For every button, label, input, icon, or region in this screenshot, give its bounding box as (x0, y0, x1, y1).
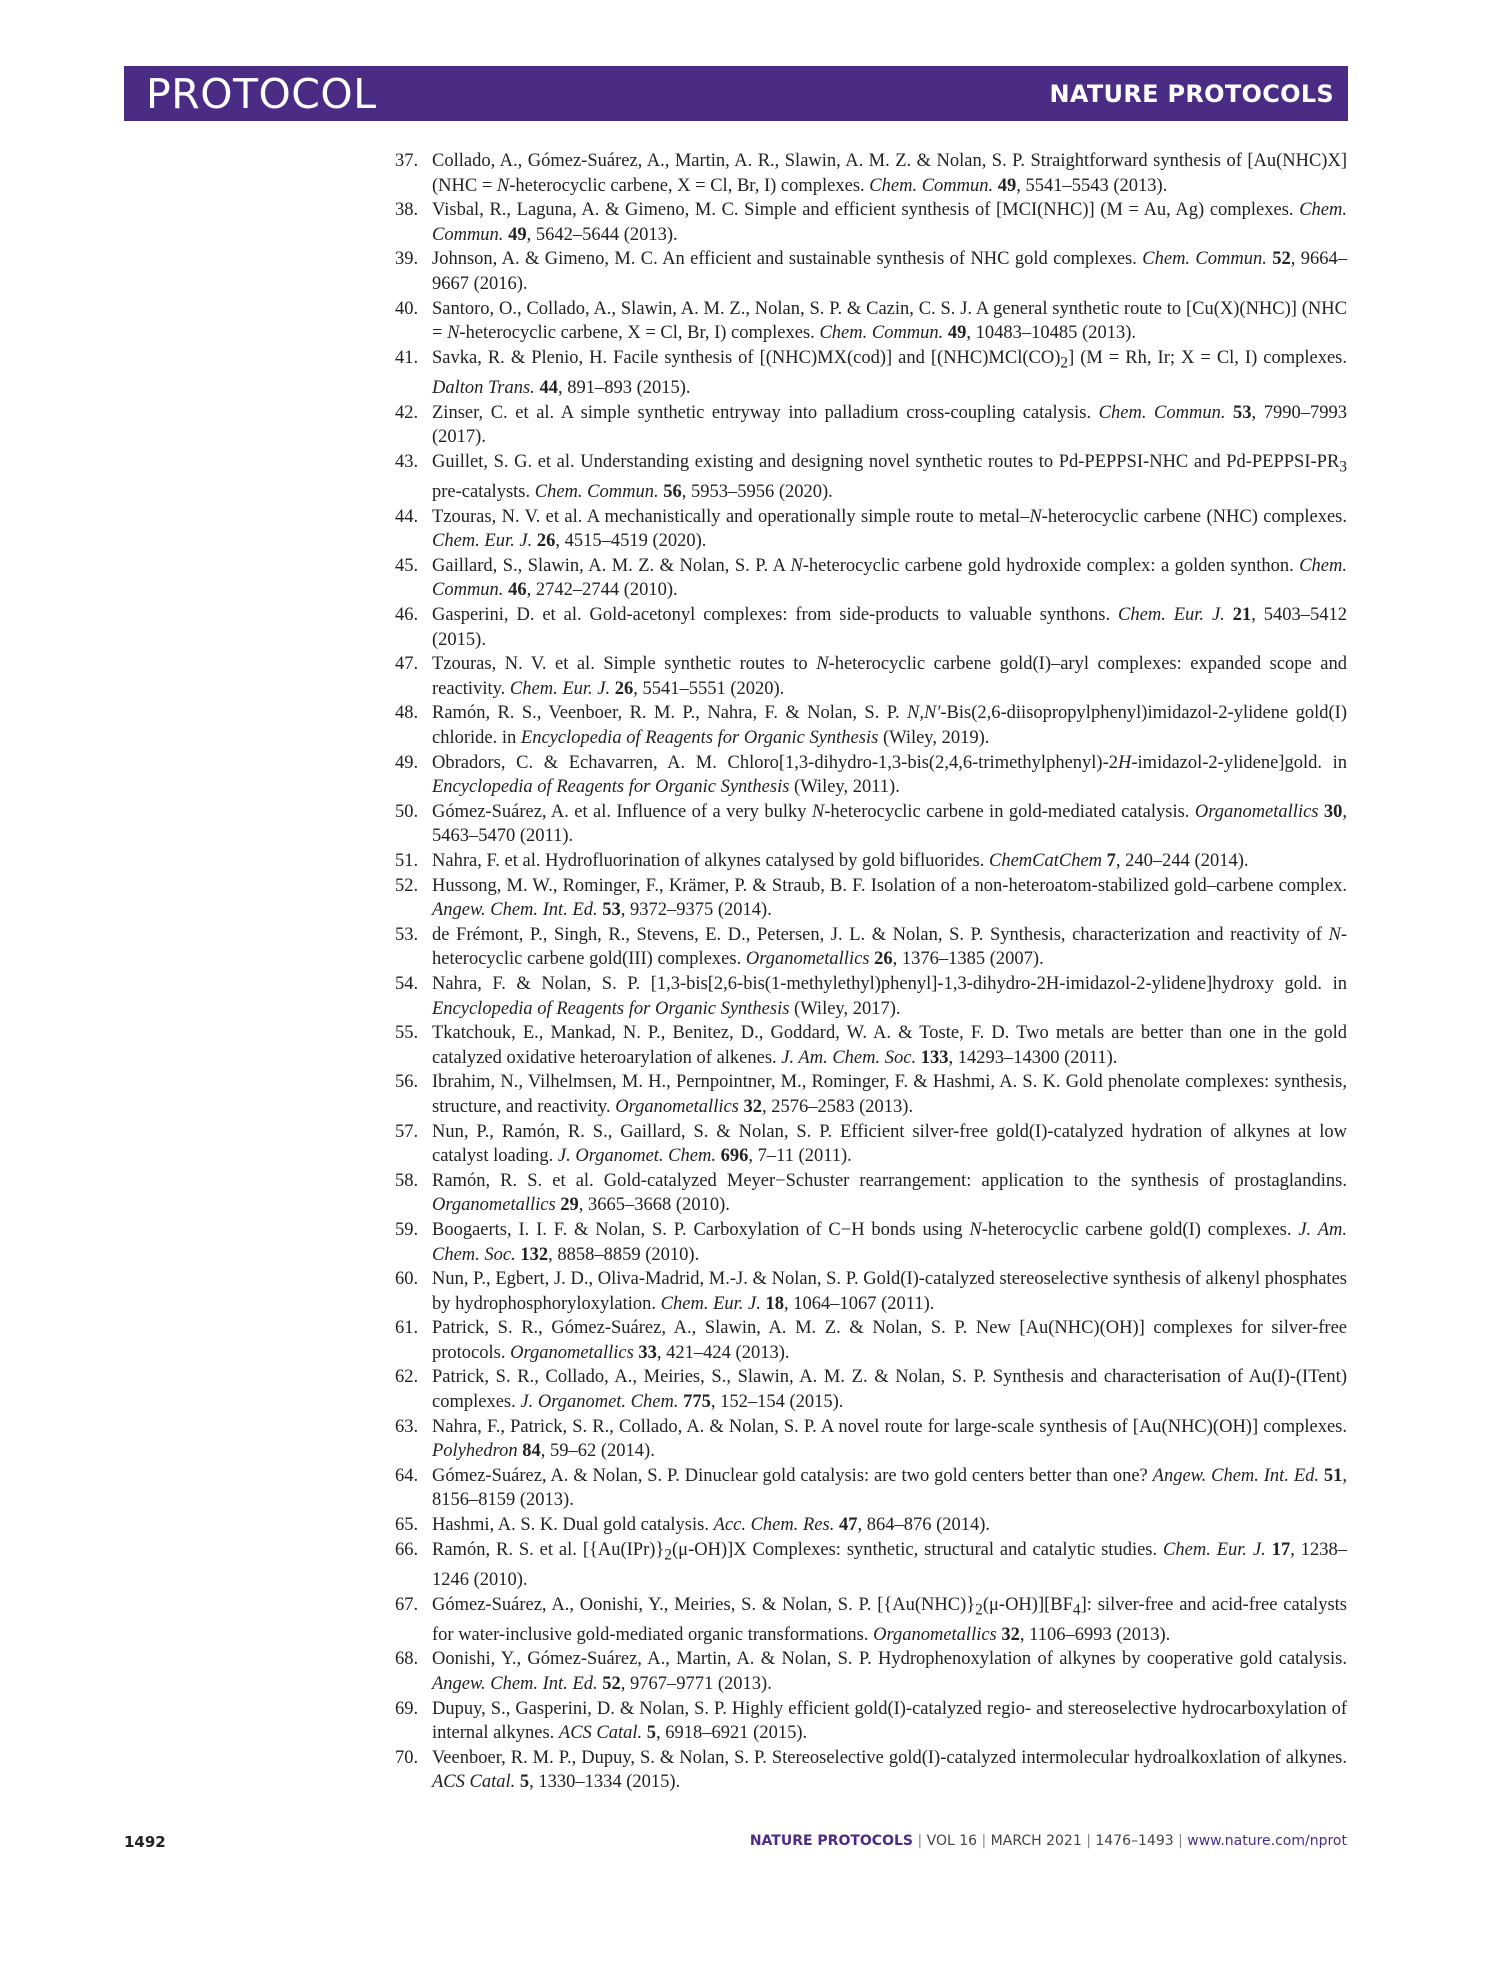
reference-item (395, 1021, 1347, 1070)
reference-number: 45. (395, 555, 419, 576)
reference-item (395, 346, 1347, 401)
reference-number: 54. (395, 973, 419, 994)
reference-item (395, 1267, 1347, 1316)
reference-item (395, 874, 1347, 923)
reference-number: 63. (395, 1416, 419, 1437)
reference-item (395, 1647, 1347, 1696)
reference-item (395, 1538, 1347, 1593)
reference-item (395, 701, 1347, 750)
reference-list (395, 149, 1347, 1795)
reference-text: Hussong, M. W., Rominger, F., Krämer, P. & Straub, B. F. Isolation of a non-heteroatom-stabilized gold–carbene complex. Angew. Chem. Int. Ed. 53, 9372–9375 (2014). (432, 875, 1347, 921)
reference-number: 69. (395, 1698, 419, 1719)
reference-number: 49. (395, 752, 419, 773)
reference-text: de Frémont, P., Singh, R., Stevens, E. D., Petersen, J. L. & Nolan, S. P. Synthesis, characterization and reactivity of N-heterocyclic carbene gold(III) complexes. Organometallics 26, 1376–1385 (2007). (432, 924, 1347, 970)
reference-item (395, 800, 1347, 849)
reference-item (395, 1593, 1347, 1648)
reference-number: 68. (395, 1649, 419, 1670)
reference-item (395, 1365, 1347, 1414)
reference-text: Guillet, S. G. et al. Understanding existing and designing novel synthetic routes to Pd-PEPPSI-NHC and $Pd-PEPPSI-PR_3$ pre-catalysts. Chem. Commun. 56, 5953–5956 (2020). (432, 451, 1347, 503)
reference-number: 67. (395, 1594, 419, 1615)
footer-separator: | (977, 1833, 991, 1849)
reference-number: 66. (395, 1539, 419, 1560)
reference-number: 37. (395, 151, 419, 171)
footer-separator: | (1081, 1833, 1096, 1849)
reference-item (395, 554, 1347, 603)
reference-item (395, 1169, 1347, 1218)
reference-text: Patrick, S. R., Gómez-Suárez, A., Slawin, A. M. Z. & Nolan, S. P. New [Au(NHC)(OH)] complexes for silver-free protocols. Organometallics 33, 421–424 (2013). (432, 1318, 1347, 1363)
reference-number: 60. (395, 1269, 419, 1290)
reference-item (395, 652, 1347, 701)
reference-item (395, 849, 1347, 874)
reference-text: Gómez-Suárez, A. & Nolan, S. P. Dinuclear gold catalysis: are two gold centers better than one? Angew. Chem. Int. Ed. 51, 8156–8159 (2013). (432, 1465, 1347, 1511)
reference-number: 65. (395, 1515, 419, 1536)
reference-number: 38. (395, 200, 419, 221)
footer-date: MARCH 2021 (990, 1833, 1082, 1849)
page-number: 1492 (124, 1833, 166, 1851)
reference-item (395, 450, 1347, 505)
reference-item (395, 1120, 1347, 1169)
reference-number: 40. (395, 298, 419, 319)
reference-text: Nun, P., Egbert, J. D., Oliva-Madrid, M.-J. & Nolan, S. P. Gold(I)-catalyzed stereoselective synthesis of alkenyl phosphates by hydrophosphoryloxylation. Chem. Eur. J. 18, 1064–1067 (2011). (432, 1269, 1347, 1314)
reference-number: 43. (395, 451, 419, 472)
reference-text: Ramón, R. S., Veenboer, R. M. P., Nahra, F. & Nolan, S. P. N,N′-Bis(2,6-diisopropylphenyl)imidazol-2-ylidene gold(I) chloride. in Encyclopedia of Reagents for Organic Synthesis (Wiley, 2019). (432, 703, 1347, 749)
reference-text: Nahra, F. et al. Hydrofluorination of alkynes catalysed by gold bifluorides. ChemCatChem 7, 240–244 (2014). (432, 851, 1249, 871)
reference-number: 55. (395, 1023, 419, 1044)
reference-number: 56. (395, 1072, 419, 1093)
reference-item (395, 1070, 1347, 1119)
header-bar (124, 66, 1348, 121)
reference-item (395, 923, 1347, 972)
reference-text: Veenboer, R. M. P., Dupuy, S. & Nolan, S. P. Stereoselective gold(I)-catalyzed intermolecular hydroalkoxlation of alkynes. ACS Catal. 5, 1330–1334 (2015). (432, 1747, 1347, 1793)
reference-number: 58. (395, 1170, 419, 1191)
reference-number: 53. (395, 924, 419, 945)
reference-item (395, 1697, 1347, 1746)
reference-number: 59. (395, 1219, 419, 1240)
reference-number: 52. (395, 875, 419, 896)
reference-item (395, 1513, 1347, 1538)
footer-journal: NATURE PROTOCOLS (749, 1833, 913, 1849)
reference-number: 39. (395, 249, 419, 270)
section-label: PROTOCOL (146, 70, 377, 118)
reference-text: Gasperini, D. et al. Gold-acetonyl complexes: from side-products to valuable synthons. Chem. Eur. J. 21, 5403–5412 (2015). (432, 605, 1348, 650)
reference-text: Gaillard, S., Slawin, A. M. Z. & Nolan, S. P. A N-heterocyclic carbene gold hydroxide complex: a golden synthon. Chem. Commun. 46, 2742–2744 (2010). (432, 555, 1347, 601)
reference-item (395, 1464, 1347, 1513)
reference-number: 44. (395, 506, 419, 527)
reference-item (395, 1415, 1347, 1464)
reference-item (395, 1218, 1347, 1267)
footer-pages: 1476–1493 (1095, 1833, 1174, 1849)
reference-text: Ramón, R. S. et al. Gold-catalyzed Meyer−Schuster rearrangement: application to the synthesis of prostaglandins. Organometallics 29, 3665–3668 (2010). (432, 1170, 1347, 1216)
reference-number: 70. (395, 1747, 419, 1768)
reference-text: Ramón, R. S. et al. $[\{Au(IPr)\}_2(\mu-OH)]X$ Complexes: synthetic, structural and catalytic studies. Chem. Eur. J. 17, 1238–1246 (2010). (432, 1539, 1348, 1590)
reference-text: Santoro, O., Collado, A., Slawin, A. M. Z., Nolan, S. P. & Cazin, C. S. J. A general synthetic route to [Cu(X)(NHC)] (NHC = N-heterocyclic carbene, X = Cl, Br, I) complexes. Chem. Commun. 49, 10483–10485 (2013). (432, 298, 1347, 344)
reference-text: Tzouras, N. V. et al. Simple synthetic routes to N-heterocyclic carbene gold(I)–aryl complexes: expanded scope and reactivity. Chem. Eur. J. 26, 5541–5551 (2020). (432, 654, 1347, 699)
reference-text: Nahra, F. & Nolan, S. P. [1,3-bis[2,6-bis(1-methylethyl)phenyl]-1,3-dihydro-2H-imidazol-2-ylidene]hydroxy gold. in Encyclopedia of Reagents for Organic Synthesis (Wiley, 2017). (432, 973, 1347, 1019)
reference-text: Patrick, S. R., Collado, A., Meiries, S., Slawin, A. M. Z. & Nolan, S. P. Synthesis and characterisation of Au(I)-(ITent) complexes. J. Organomet. Chem. 775, 152–154 (2015). (432, 1367, 1347, 1413)
reference-text: Hashmi, A. S. K. Dual gold catalysis. Acc. Chem. Res. 47, 864–876 (2014). (432, 1515, 991, 1536)
reference-text: Gómez-Suárez, A., Oonishi, Y., Meiries, S. & Nolan, S. P. $[\{Au(NHC)\}_2(\mu-OH)][BF_4]$: silver-free and acid-free catalysts for water-inclusive gold-mediated organic transformations. Organometallics 32, 1106–6993 (2013). (432, 1594, 1347, 1645)
reference-text: Visbal, R., Laguna, A. & Gimeno, M. C. Simple and efficient synthesis of [MCI(NHC)] (M = Au, Ag) complexes. Chem. Commun. 49, 5642–5644 (2013). (432, 200, 1347, 245)
footer-url-link[interactable]: www.nature.com/nprot (1187, 1833, 1347, 1849)
reference-text: Nahra, F., Patrick, S. R., Collado, A. & Nolan, S. P. A novel route for large-scale synthesis of [Au(NHC)(OH)] complexes. Polyhedron 84, 59–62 (2014). (432, 1416, 1347, 1462)
reference-text: Tkatchouk, E., Mankad, N. P., Benitez, D., Goddard, W. A. & Toste, F. D. Two metals are better than one in the gold catalyzed oxidative heteroarylation of alkenes. J. Am. Chem. Soc. 133, 14293–14300 (2011). (432, 1023, 1347, 1068)
footer-separator: | (913, 1833, 927, 1849)
reference-text: Nun, P., Ramón, R. S., Gaillard, S. & Nolan, S. P. Efficient silver-free gold(I)-catalyzed hydration of alkynes at low catalyst loading. J. Organomet. Chem. 696, 7–11 (2011). (432, 1121, 1347, 1167)
reference-number: 51. (395, 851, 419, 871)
reference-text: Dupuy, S., Gasperini, D. & Nolan, S. P. Highly efficient gold(I)-catalyzed regio- and stereoselective hydrocarboxylation of internal alkynes. ACS Catal. 5, 6918–6921 (2015). (432, 1698, 1347, 1744)
reference-text: Ibrahim, N., Vilhelmsen, M. H., Pernpointner, M., Rominger, F. & Hashmi, A. S. K. Gold phenolate complexes: synthesis, structure, and reactivity. Organometallics 32, 2576–2583 (2013). (432, 1072, 1347, 1117)
reference-number: 47. (395, 654, 419, 675)
reference-number: 46. (395, 605, 419, 626)
reference-item (395, 603, 1347, 652)
reference-item (395, 505, 1347, 554)
reference-text: Obradors, C. & Echavarren, A. M. Chloro[1,3-dihydro-1,3-bis(2,4,6-trimethylphenyl)-2H-imidazol-2-ylidene]gold. in Encyclopedia of Reagents for Organic Synthesis (Wiley, 2011). (432, 752, 1347, 798)
reference-text: Collado, A., Gómez-Suárez, A., Martin, A. R., Slawin, A. M. Z. & Nolan, S. P. Straightforward synthesis of [Au(NHC)X] (NHC = N-heterocyclic carbene, X = Cl, Br, I) complexes. Chem. Commun. 49, 5541–5543 (2013). (432, 151, 1347, 196)
reference-number: 41. (395, 347, 419, 368)
reference-number: 64. (395, 1465, 419, 1486)
reference-text: Savka, R. & Plenio, H. Facile synthesis of [(NHC)MX(cod)] and $[(NHC)MCl(CO)_2] (M = Rh$, Ir; X = Cl, I) complexes. Dalton Trans. 44, 891–893 (2015). (432, 347, 1347, 399)
reference-item (395, 297, 1347, 346)
reference-number: 42. (395, 402, 419, 423)
reference-text: Zinser, C. et al. A simple synthetic entryway into palladium cross-coupling catalysis. Chem. Commun. 53, 7990–7993 (2017). (432, 402, 1347, 448)
reference-text: Tzouras, N. V. et al. A mechanistically and operationally simple route to metal–N-heterocyclic carbene (NHC) complexes. Chem. Eur. J. 26, 4515–4519 (2020). (432, 506, 1348, 552)
reference-item (395, 972, 1347, 1021)
journal-label: NATURE PROTOCOLS (1049, 80, 1334, 108)
reference-number: 57. (395, 1121, 419, 1142)
footer-separator: | (1173, 1833, 1188, 1849)
reference-number: 62. (395, 1367, 419, 1388)
footer-volume: VOL 16 (926, 1833, 978, 1849)
reference-number: 48. (395, 703, 419, 724)
reference-text: Oonishi, Y., Gómez-Suárez, A., Martin, A. & Nolan, S. P. Hydrophenoxylation of alkynes by cooperative gold catalysis. Angew. Chem. Int. Ed. 52, 9767–9771 (2013). (432, 1649, 1347, 1694)
reference-item (395, 149, 1347, 198)
reference-item (395, 1316, 1347, 1365)
reference-item (395, 1746, 1347, 1795)
reference-text: Johnson, A. & Gimeno, M. C. An efficient and sustainable synthesis of NHC gold complexes. Chem. Commun. 52, 9664–9667 (2016). (432, 249, 1348, 294)
reference-number: 61. (395, 1318, 419, 1339)
reference-item (395, 198, 1347, 247)
reference-item (395, 751, 1347, 800)
reference-item (395, 401, 1347, 450)
reference-text: Boogaerts, I. I. F. & Nolan, S. P. Carboxylation of C−H bonds using N-heterocyclic carbene gold(I) complexes. J. Am. Chem. Soc. 132, 8858–8859 (2010). (432, 1219, 1347, 1265)
footer-citation (750, 1833, 1347, 1849)
reference-number: 50. (395, 801, 419, 822)
reference-text: Gómez-Suárez, A. et al. Influence of a very bulky N-heterocyclic carbene in gold-mediated catalysis. Organometallics 30, 5463–5470 (2011). (432, 801, 1348, 847)
reference-item (395, 247, 1347, 296)
